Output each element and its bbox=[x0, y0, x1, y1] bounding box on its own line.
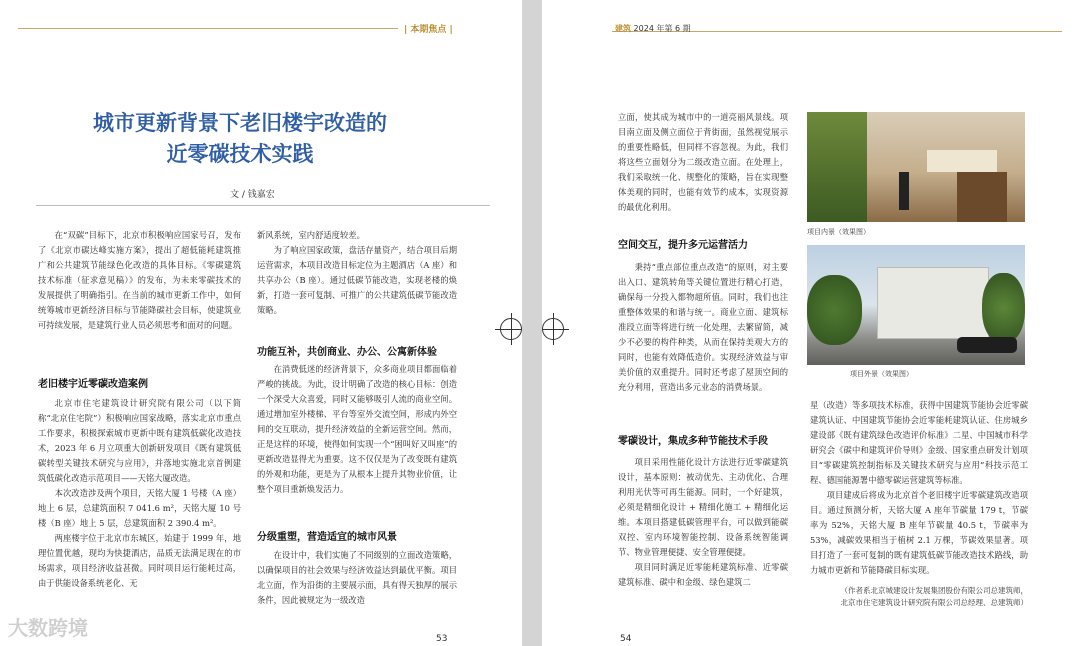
paragraph: 秉持“重点部位重点改造”的原则，对主要出入口、建筑转角等关键位置进行精心打造，确保每一分投入都物超所值。同时，我们也注重整体效果的和谐与统一。商业立面、建筑标准段立面等将进行统一化处理，去繁留简，减少不必要的构件种类，从而在保持美观大方的同时，也能有效降低造价。实现经济效益与审美价值的双重提升。同时还考虑了屋顶空间的充分利用，营造出多元业态的消费场景。 bbox=[618, 262, 788, 392]
section-heading-space: 空间交互，提升多元运营活力 bbox=[618, 240, 748, 251]
paragraph: 项目同时满足近零能耗建筑标准、近零碳建筑标准、碳中和金级、绿色建筑二 bbox=[618, 562, 788, 587]
exterior-photo bbox=[807, 245, 1025, 365]
right-page bbox=[542, 0, 1080, 646]
paragraph: 立面，使其成为城市中的一道亮丽风景线。项目南立面及侧立面位于背街面，虽然视觉展示的重要性略低，但同样不容忽视。为此，我们将这些立面划分为二级改造立面。在处理上，我们采取统一化、规整化的策略，旨在实现整体美观的同时，也能有效节约成本，实现资源的最优化利用。 bbox=[618, 112, 788, 212]
author-note-line2: 北京市住宅建筑设计研究院有限公司总经理、总建筑师） bbox=[840, 598, 1028, 607]
left-col1-intro bbox=[38, 228, 241, 356]
issue-label bbox=[615, 23, 691, 34]
left-col1-body bbox=[38, 396, 241, 618]
header-rule bbox=[18, 28, 398, 29]
title-divider bbox=[36, 205, 490, 206]
section-tag: | 本期焦点 | bbox=[404, 25, 453, 35]
paragraph: 两座楼宇位于北京市东城区，始建于 1999 年，地理位置优越，现均为快捷酒店，品质无法满足现在的市场需求，项目经济收益甚微。同时项目运行能耗过高，由于供能设备系统老化、无 bbox=[38, 533, 241, 588]
brand-label: 建筑 bbox=[615, 24, 631, 33]
article-title-line1: 城市更新背景下老旧楼宇改造的 bbox=[93, 111, 387, 135]
issue-text: 2024 年第 6 期 bbox=[633, 24, 691, 33]
section-heading-function: 功能互补，共创商业、办公、公寓新体验 bbox=[257, 347, 437, 358]
section-heading-case: 老旧楼宇近零碳改造案例 bbox=[38, 379, 148, 390]
paragraph: 项目采用性能化设计方法进行近零碳建筑设计，基本原则：被动优先、主动优化、合理利用光伏等可再生能源。同时，一个好建筑，必须是精细化设计 + 精细化施工 + 精细化运维。本项目搭建低碳管理平台，可以做到能碳双控、室内环境智能控制、设备系统智能调节、物业管理便捷、安全管理便捷。 bbox=[618, 457, 788, 557]
building-shape bbox=[877, 267, 989, 339]
paragraph: 在“双碳”目标下，北京市积极响应国家号召，发布了《北京市碳达峰实施方案》，提出了超低能耗建筑推广和公共建筑节能绿色化改造的具体目标。《零碳建筑技术标准（征求意见稿）》的发布，为未来零碳技术的发展提供了明确指引。在当前的城市更新工作中，如何统筹城市更新经济目标与节能降碳社会目标，使建筑业可持续发展，是建筑行业人员必须思考和面对的问题。 bbox=[38, 230, 241, 330]
person-shape bbox=[899, 172, 909, 210]
byline: 文 / 钱嘉宏 bbox=[230, 190, 275, 200]
left-col2-end bbox=[257, 548, 457, 618]
registration-mark bbox=[542, 318, 564, 340]
author-note-line1: （作者系北京城建设计发展集团股份有限公司总建筑师， bbox=[840, 586, 1028, 595]
section-heading-zero-carbon: 零碳设计，集成多种节能技术手段 bbox=[618, 436, 768, 447]
paragraph: 星（改造）等多项技术标准，获得中国建筑节能协会近零碳建筑认证、中国建筑节能协会近零能耗建筑认证、住房城乡建设部《既有建筑绿色改造评价标准》二星、中国城市科学研究会《碳中和建筑评价导则》金级、国家重点研发计划项目“零碳建筑控制指标及关键技术研究与应用”科技示范工程、德国能源署中德零碳运营建筑等标准。 bbox=[810, 400, 1028, 485]
car-shape bbox=[957, 337, 1017, 353]
page-number: 54 bbox=[620, 634, 632, 644]
left-col2-intro bbox=[257, 228, 457, 328]
paragraph: 在消费低迷的经济背景下，众多商业项目都面临着严峻的挑战。为此，设计明确了改造的核心目标：创造一个深受大众喜爱，同时又能够吸引人流的商业空间。通过增加室外楼梯、平台等室外交流空间，形成内外空间的交互联动，提升经济效益的全新运营空间。然而，正是这样的环境，使得如何实现一个“困叫好又叫座”的更新改造显得尤为重要。这不仅仅是为了改变既有建筑的外观和功能，更是为了从根本上提升其物业价值，让整个项目重新焕发活力。 bbox=[257, 364, 457, 494]
right-col1-end bbox=[618, 455, 788, 615]
plant-shape bbox=[807, 112, 867, 222]
left-page bbox=[0, 0, 522, 646]
paragraph: 为了响应国家政策，盘活存量资产，结合项目后期运营需求，本项目改造目标定位为主题酒店（A 座）和共享办公（B 座）。通过低碳节能改造，实现老楼的焕新，打造一套可复制、可推广的公共建筑低碳节能改造策略。 bbox=[257, 245, 457, 315]
page-number: 53 bbox=[436, 634, 448, 644]
registration-mark bbox=[500, 318, 522, 340]
paragraph: 新风系统，室内舒适度较差。 bbox=[257, 230, 365, 240]
right-col1-mid bbox=[618, 260, 788, 420]
paragraph: 本次改造涉及两个项目，天铭大厦 1 号楼（A 座）地上 6 层，总建筑面积 7 041.6 m²，天铭大厦 10 号楼（B 座）地上 5 层，总建筑面积 2 390.4 m²。 bbox=[38, 488, 241, 528]
right-col2-body bbox=[810, 398, 1028, 578]
caption-interior: 项目内景（效果图） bbox=[807, 228, 870, 236]
tree-shape bbox=[807, 275, 862, 345]
paragraph: 项目建成后将成为北京首个老旧楼宇近零碳建筑改造项目。通过预测分析，天铭大厦 A 座年节碳量 179 t，节碳率为 52%，天铭大厦 B 座年节碳量 40.5 t，节碳率为 53%，减碳效果相当于植树 2.1 万棵，节碳效果显著。项目打造了一套可复制的既有建筑低碳节能改造技术路线，助力城市更新和节能降碳目标实现。 bbox=[810, 490, 1028, 575]
article-title-line2: 近零碳技术实践 bbox=[166, 142, 314, 166]
paragraph: 北京市住宅建筑设计研究院有限公司（以下简称“北京住宅院”）积极响应国家战略，落实北京市重点工作要求，积极探索城市更新中既有建筑低碳化改造技术，2023 年 6 月立项重大创新研发项目《既有建筑低碳转型关键技术研究与应用》，并落地实施北京首例建筑低碳化改造示范项目——天铭大厦改造。 bbox=[38, 398, 241, 483]
sign-shape bbox=[927, 150, 997, 172]
watermark-logo: 大数跨境 bbox=[8, 616, 88, 640]
desk-shape bbox=[957, 172, 1007, 222]
page-gutter bbox=[522, 0, 542, 646]
author-note bbox=[804, 585, 1028, 609]
section-heading-facade: 分级重塑，营造适宜的城市风景 bbox=[257, 532, 397, 543]
interior-photo bbox=[807, 112, 1025, 222]
caption-exterior: 项目外景（效果图） bbox=[850, 370, 913, 378]
paragraph: 在设计中，我们实施了不同级别的立面改造策略，以确保项目的社会效果与经济效益达到最优平衡。项目北立面，作为沿街的主要展示面，具有得天独厚的展示条件，因此被规定为一级改造 bbox=[257, 550, 457, 605]
left-col2-mid bbox=[257, 362, 457, 514]
tree-shape bbox=[982, 273, 1025, 343]
right-col1-top bbox=[618, 110, 788, 222]
